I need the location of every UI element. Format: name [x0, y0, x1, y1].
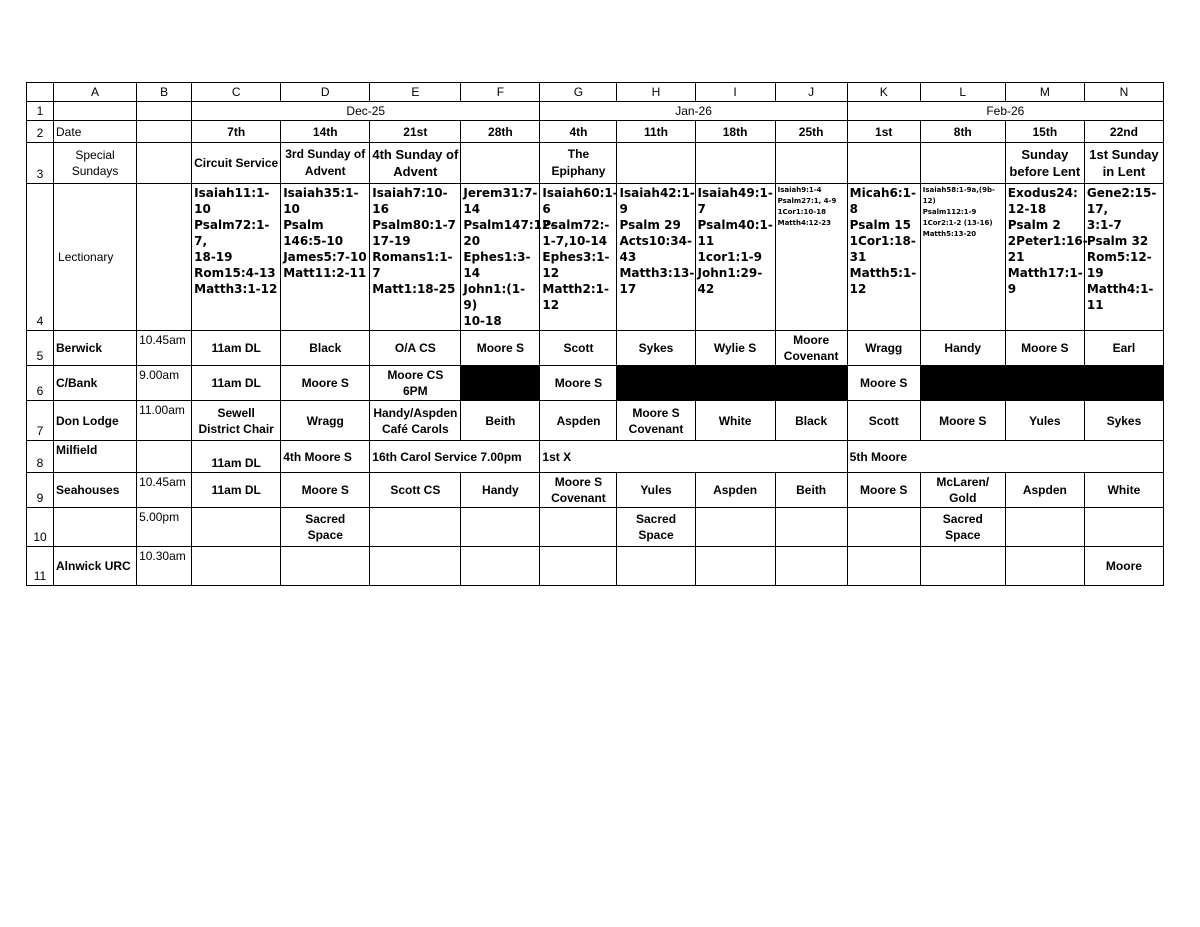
preacher-cell — [847, 547, 920, 586]
lectionary-cell: Isaiah42:1-9 Psalm 29 Acts10:34-43 Matth3:13-17 — [617, 184, 695, 331]
column-header-g: G — [540, 83, 617, 102]
preacher-cell: Aspden — [540, 401, 617, 441]
cell-g8: 1st X — [540, 441, 847, 473]
venue-label: Don Lodge — [54, 401, 137, 441]
preacher-cell — [617, 547, 695, 586]
preacher-cell — [192, 508, 281, 547]
special-sunday-cell: Sunday before Lent — [1005, 143, 1084, 184]
blocked-cell — [461, 366, 540, 401]
service-time: 5.00pm — [137, 508, 192, 547]
special-sunday-cell: The Epiphany — [540, 143, 617, 184]
preacher-cell: 11am DL — [192, 366, 281, 401]
preacher-cell: Moore Covenant — [775, 331, 847, 366]
special-sunday-cell: 1st Sunday in Lent — [1084, 143, 1163, 184]
preacher-cell — [461, 547, 540, 586]
column-header-e: E — [370, 83, 461, 102]
special-sunday-cell — [920, 143, 1005, 184]
date-cell: 22nd — [1084, 121, 1163, 143]
venue-label: Berwick — [54, 331, 137, 366]
venue-label: C/Bank — [54, 366, 137, 401]
column-header-m: M — [1005, 83, 1084, 102]
row-don-lodge — [27, 401, 1164, 441]
row-number: 1 — [27, 102, 54, 121]
lectionary-cell: Isaiah35:1-10 Psalm 146:5-10 James5:7-10 Matt11:2-11 — [281, 184, 370, 331]
lectionary-cell: Isaiah60:1-6 Psalm72:- 1-7,10-14 Ephes3:1-12 Matth2:1-12 — [540, 184, 617, 331]
column-header-row — [27, 83, 1164, 102]
row-seahouses — [27, 473, 1164, 508]
column-header-n: N — [1084, 83, 1163, 102]
preacher-cell — [1005, 508, 1084, 547]
cell-b — [137, 143, 192, 184]
preacher-cell: Aspden — [1005, 473, 1084, 508]
special-sunday-cell: Circuit Service — [192, 143, 281, 184]
preacher-cell: Moore S — [1005, 331, 1084, 366]
cell-d8: 4th Moore S — [281, 441, 370, 473]
service-time: 10.30am — [137, 547, 192, 586]
cell-e8: 16th Carol Service 7.00pm — [370, 441, 540, 473]
venue-label: Seahouses — [54, 473, 137, 508]
special-sunday-cell: 4th Sunday of Advent — [370, 143, 461, 184]
row-number: 3 — [27, 143, 54, 184]
column-header-f: F — [461, 83, 540, 102]
lectionary-cell: Gene2:15-17, 3:1-7 Psalm 32 Rom5:12-19 Matth4:1-11 — [1084, 184, 1163, 331]
date-cell: 7th — [192, 121, 281, 143]
special-sunday-cell — [461, 143, 540, 184]
date-cell: 21st — [370, 121, 461, 143]
lectionary-cell: Jerem31:7-14 Psalm147:12-20 Ephes1:3-14 John1:(1-9) 10-18 — [461, 184, 540, 331]
column-header-c: C — [192, 83, 281, 102]
lectionary-cell: Micah6:1-8 Psalm 15 1Cor1:18-31 Matth5:1-12 — [847, 184, 920, 331]
column-header-k: K — [847, 83, 920, 102]
cell-b — [137, 184, 192, 331]
row-alnwick — [27, 547, 1164, 586]
row-number: 6 — [27, 366, 54, 401]
service-time: 11.00am — [137, 401, 192, 441]
row-lectionary — [27, 184, 1164, 331]
preacher-cell — [1005, 547, 1084, 586]
preacher-cell: Moore S — [847, 366, 920, 401]
month-dec: Dec-25 — [192, 102, 540, 121]
row-number: 5 — [27, 331, 54, 366]
preacher-cell: Handy — [920, 331, 1005, 366]
preacher-cell: Beith — [775, 473, 847, 508]
cell-k8: 5th Moore — [847, 441, 1163, 473]
preacher-cell: Moore — [1084, 547, 1163, 586]
date-cell: 18th — [695, 121, 775, 143]
preacher-cell: Handy/Aspden Café Carols — [370, 401, 461, 441]
preacher-cell: Moore S — [920, 401, 1005, 441]
blocked-cell — [775, 366, 847, 401]
preacher-cell: Handy — [461, 473, 540, 508]
preacher-cell: 11am DL — [192, 331, 281, 366]
cell-c8: 11am DL — [192, 441, 281, 473]
preacher-cell: Sewell District Chair — [192, 401, 281, 441]
row-number: 2 — [27, 121, 54, 143]
preacher-cell: Wragg — [281, 401, 370, 441]
date-cell: 15th — [1005, 121, 1084, 143]
preacher-cell: O/A CS — [370, 331, 461, 366]
preacher-cell: Moore S — [540, 366, 617, 401]
column-header-d: D — [281, 83, 370, 102]
row-cbank — [27, 366, 1164, 401]
date-cell: 14th — [281, 121, 370, 143]
preacher-cell — [775, 508, 847, 547]
column-header-l: L — [920, 83, 1005, 102]
preacher-cell — [847, 508, 920, 547]
preacher-cell: Moore S — [281, 473, 370, 508]
lectionary-cell: Isaiah11:1-10 Psalm72:1-7, 18-19 Rom15:4-13 Matth3:1-12 — [192, 184, 281, 331]
preacher-cell — [695, 547, 775, 586]
service-time — [137, 441, 192, 473]
lectionary-cell: Isaiah7:10-16 Psalm80:1-7 17-19 Romans1:1-7 Matt1:18-25 — [370, 184, 461, 331]
row-label: Special Sundays — [54, 143, 137, 184]
preacher-cell: Scott — [847, 401, 920, 441]
lectionary-cell: Isaiah58:1-9a,(9b-12) Psalm112:1-9 1Cor2:1-2 (13-16) Matth5:13-20 — [920, 184, 1005, 331]
preacher-cell: Yules — [617, 473, 695, 508]
column-header-j: J — [775, 83, 847, 102]
preacher-cell: Scott — [540, 331, 617, 366]
rota-sheet — [26, 82, 1164, 586]
preacher-cell: Aspden — [695, 473, 775, 508]
preacher-cell — [461, 508, 540, 547]
row-special-sundays — [27, 143, 1164, 184]
row-label: Lectionary — [54, 184, 137, 331]
preacher-cell — [192, 547, 281, 586]
date-cell: 1st — [847, 121, 920, 143]
cell-b1 — [137, 102, 192, 121]
lectionary-cell: Exodus24: 12-18 Psalm 2 2Peter1:16-21 Matth17:1-9 — [1005, 184, 1084, 331]
preacher-cell: Moore CS 6PM — [370, 366, 461, 401]
column-header-i: I — [695, 83, 775, 102]
venue-label — [54, 508, 137, 547]
preacher-cell — [370, 508, 461, 547]
special-sunday-cell: 3rd Sunday of Advent — [281, 143, 370, 184]
preacher-cell: Black — [281, 331, 370, 366]
preacher-cell: Sacred Space — [281, 508, 370, 547]
date-cell: 4th — [540, 121, 617, 143]
preacher-cell — [1084, 508, 1163, 547]
preacher-cell: Sykes — [617, 331, 695, 366]
blocked-cell — [695, 366, 775, 401]
date-cell: 25th — [775, 121, 847, 143]
month-jan: Jan-26 — [540, 102, 847, 121]
preacher-cell: Moore S Covenant — [540, 473, 617, 508]
column-header-a: A — [54, 83, 137, 102]
month-feb: Feb-26 — [847, 102, 1163, 121]
row-number: 11 — [27, 547, 54, 586]
row-evening — [27, 508, 1164, 547]
preacher-cell: Beith — [461, 401, 540, 441]
service-time: 10.45am — [137, 473, 192, 508]
blocked-cell — [617, 366, 695, 401]
venue-label: Alnwick URC — [54, 547, 137, 586]
column-header-h: H — [617, 83, 695, 102]
preacher-cell: Wylie S — [695, 331, 775, 366]
row-number: 8 — [27, 441, 54, 473]
service-time: 9.00am — [137, 366, 192, 401]
row-label: Date — [54, 121, 137, 143]
preacher-cell: Moore S — [847, 473, 920, 508]
special-sunday-cell — [695, 143, 775, 184]
blocked-cell — [920, 366, 1005, 401]
special-sunday-cell — [617, 143, 695, 184]
lectionary-cell: Isaiah9:1-4 Psalm27:1, 4-9 1Cor1:10-18 Matth4:12-23 — [775, 184, 847, 331]
corner-cell — [27, 83, 54, 102]
row-dates — [27, 121, 1164, 143]
blocked-cell — [1084, 366, 1163, 401]
preacher-cell — [920, 547, 1005, 586]
row-number: 7 — [27, 401, 54, 441]
blocked-cell — [1005, 366, 1084, 401]
special-sunday-cell — [847, 143, 920, 184]
row-berwick — [27, 331, 1164, 366]
column-header-b: B — [137, 83, 192, 102]
preacher-cell: Sacred Space — [920, 508, 1005, 547]
preacher-cell — [695, 508, 775, 547]
preacher-cell: White — [695, 401, 775, 441]
preacher-cell: White — [1084, 473, 1163, 508]
cell-b — [137, 121, 192, 143]
cell-a1 — [54, 102, 137, 121]
preacher-cell: 11am DL — [192, 473, 281, 508]
date-cell: 8th — [920, 121, 1005, 143]
preacher-cell — [370, 547, 461, 586]
row-milfield — [27, 441, 1164, 473]
preacher-cell — [540, 547, 617, 586]
preacher-cell: Black — [775, 401, 847, 441]
preacher-cell: Wragg — [847, 331, 920, 366]
preacher-cell: Moore S Covenant — [617, 401, 695, 441]
preacher-cell — [281, 547, 370, 586]
preacher-cell: Earl — [1084, 331, 1163, 366]
venue-label: Milfield — [54, 441, 137, 473]
lectionary-cell: Isaiah49:1-7 Psalm40:1-11 1cor1:1-9 John1:29-42 — [695, 184, 775, 331]
preacher-cell — [775, 547, 847, 586]
preacher-cell: Scott CS — [370, 473, 461, 508]
preacher-cell — [540, 508, 617, 547]
special-sunday-cell — [775, 143, 847, 184]
preacher-cell: Yules — [1005, 401, 1084, 441]
date-cell: 11th — [617, 121, 695, 143]
service-time: 10.45am — [137, 331, 192, 366]
row-number: 10 — [27, 508, 54, 547]
row-months — [27, 102, 1164, 121]
preacher-cell: Moore S — [461, 331, 540, 366]
date-cell: 28th — [461, 121, 540, 143]
preacher-cell: Sykes — [1084, 401, 1163, 441]
preacher-cell: Sacred Space — [617, 508, 695, 547]
preacher-cell: McLaren/ Gold — [920, 473, 1005, 508]
row-number: 9 — [27, 473, 54, 508]
row-number: 4 — [27, 184, 54, 331]
preacher-cell: Moore S — [281, 366, 370, 401]
